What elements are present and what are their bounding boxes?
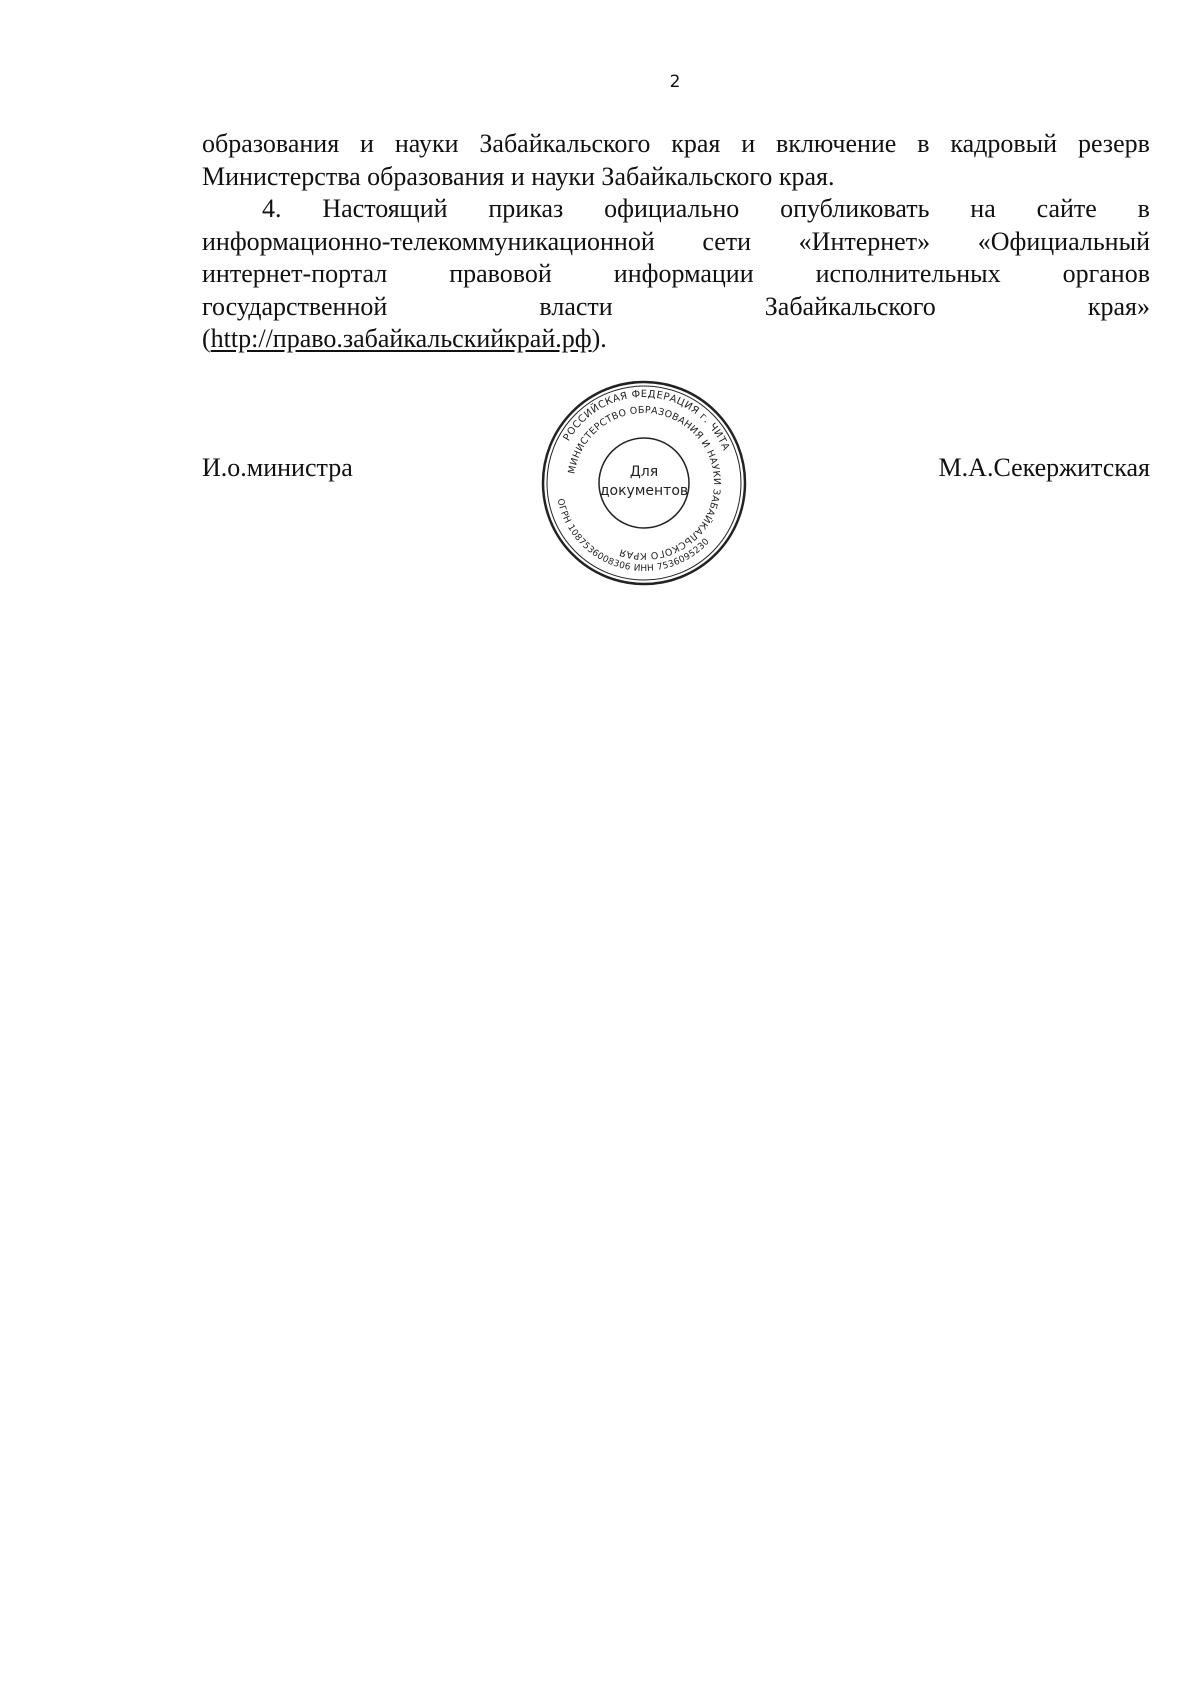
document-body: [202, 128, 1150, 356]
seal-bottom-text: ОГРН 1087536008306 ИНН 7536095230: [554, 497, 712, 575]
official-seal: [538, 377, 750, 589]
body-line-2: Министерства образования и науки Забайкальского края.: [202, 161, 835, 191]
seal-center-line2: документов: [599, 483, 689, 499]
signatory-title: И.о.министра: [202, 453, 353, 482]
word: власти: [539, 291, 613, 321]
word: Забайкальского: [479, 129, 651, 158]
body-line-6: [202, 291, 1150, 324]
word: «Интернет»: [798, 226, 931, 256]
body-line-7: [202, 323, 1150, 356]
word: сети: [702, 226, 752, 256]
word: государственной: [202, 291, 388, 321]
word: на: [970, 194, 996, 223]
seal-graphic: [538, 377, 750, 589]
word: науки: [394, 129, 459, 158]
word: в: [1137, 194, 1150, 223]
portal-link[interactable]: http://право.забайкальскийкрай.рф: [210, 324, 592, 353]
word: информационно-телекоммуникационной: [202, 226, 655, 256]
signatory-name: М.А.Секержитская: [938, 453, 1150, 482]
paren-open: (: [202, 324, 211, 353]
word: в: [917, 129, 930, 158]
word: правовой: [449, 259, 552, 288]
word: включение: [776, 129, 897, 158]
word: и: [741, 129, 756, 158]
word: Настоящий: [322, 194, 448, 223]
word: исполнительных: [815, 259, 1001, 288]
word: интернет-портал: [202, 259, 388, 288]
page-number: 2: [669, 72, 681, 92]
word: официально: [604, 194, 740, 223]
body-line-3: [202, 193, 1150, 226]
body-line-4: [202, 226, 1150, 259]
word: сайте: [1036, 194, 1097, 223]
list-number: 4.: [262, 194, 282, 223]
seal-middle-text: МИНИСТЕРСТВО ОБРАЗОВАНИЯ И НАУКИ ЗАБАЙКАЛЬСКОГО КРАЯ: [566, 404, 723, 562]
word: образования: [202, 129, 340, 158]
word: органов: [1062, 259, 1150, 288]
word: и: [360, 129, 374, 158]
word: опубликовать: [780, 194, 930, 223]
word: края: [671, 129, 721, 158]
word: Забайкальского: [764, 291, 936, 321]
word: резерв: [1077, 129, 1150, 158]
word: кадровый: [950, 129, 1058, 158]
body-line-1: [202, 128, 1150, 161]
word: края»: [1087, 291, 1150, 321]
word: «Официальный: [977, 226, 1150, 256]
paren-close: ).: [591, 324, 607, 353]
word: приказ: [488, 194, 564, 223]
word: информации: [613, 259, 754, 288]
body-line-5: [202, 258, 1150, 291]
seal-outer-text: РОССИЙСКАЯ ФЕДЕРАЦИЯ г. ЧИТА: [561, 388, 732, 453]
seal-center-line1: Для: [629, 464, 659, 480]
